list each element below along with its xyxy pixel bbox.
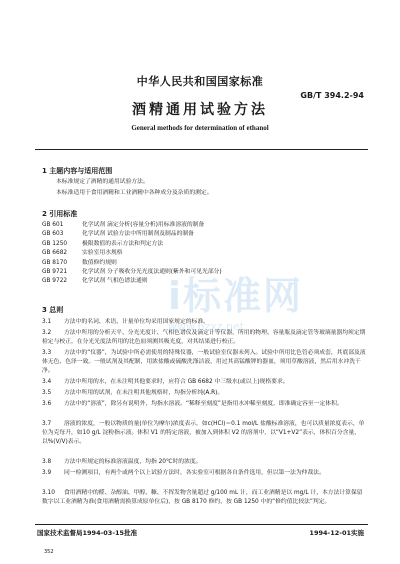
clause-number: 3.6 bbox=[42, 401, 52, 407]
reference-text: 化学试剂 分子吸收分光光度法通则(紫外和可见光部分) bbox=[82, 269, 222, 276]
clause-3-1 bbox=[42, 318, 366, 327]
clause-number: 3.8 bbox=[42, 459, 52, 465]
clause-text: 同一检测项目，有两个或两个以上试验方法时，各实验室可根据各自条件选用，但以第一法为仲裁法。 bbox=[64, 470, 325, 476]
reference-code: GB 8170 bbox=[42, 259, 68, 266]
watermark-text: i标准网 bbox=[168, 274, 304, 318]
clause-text: 方法中所用的分析天平、分光光度计、气相色谱仪及滴定计等仪器，所用的物理、容量瓶及滴定管等玻璃量器均须定期检定与校正，在分光光度法所用的比色皿须测其吸光度，对其结果进行校正。 bbox=[42, 330, 366, 346]
reference-code: GB 601 bbox=[42, 222, 64, 228]
document-title-english: General methods for determination of ethanol bbox=[131, 124, 269, 132]
clause-text: 方法中的“仪器”，为试验中所必需使用的特殊仪器，一般试验室仪器未列入。试验中所用比色管必须成套，其底部及液体无色、色泽一致。一般试剂及其配制，用浓盐酸或硫酸洗涤洁液，用过其高锰酸钾的器皿，须用草酸溶液，然后用水冲洗干净。 bbox=[42, 350, 366, 375]
section-2-heading: 2 引用标准 bbox=[42, 210, 78, 218]
reference-text: 数值修约规则 bbox=[82, 259, 117, 266]
clause-number: 3.1 bbox=[42, 319, 52, 325]
clause-3-8 bbox=[42, 458, 366, 467]
watermark-url: www.bzxz.net bbox=[168, 320, 245, 333]
clause-number: 3.2 bbox=[42, 330, 52, 336]
reference-item bbox=[42, 259, 366, 268]
clause-3-2 bbox=[42, 329, 366, 347]
clause-number: 3.4 bbox=[42, 379, 52, 385]
clause-3-5 bbox=[42, 389, 366, 398]
national-standard-title: 中华人民共和国国家标准 bbox=[136, 75, 264, 88]
section-1-paragraph-2: 本标准适用于食用酒精和工业酒精中各种成分及杂质的测定。 bbox=[56, 190, 213, 196]
reference-item bbox=[42, 268, 366, 277]
standard-code: GB/T 394.2-94 bbox=[300, 91, 364, 100]
clause-text: 方法中的“溶液”，除另有说明外，均指水溶液。“稀释至刻度”是指用水冲稀至刻度，即准确定容至一定体积。 bbox=[64, 401, 343, 407]
reference-item bbox=[42, 221, 366, 230]
footer-divider bbox=[35, 524, 368, 525]
clause-text: 方法中所用的水，在未注明其他要求时，应符合 GB 6682 中三级水(或以上)规格要求。 bbox=[64, 379, 289, 385]
reference-text: 化学试剂 滴定分析(容量分析)用标准溶液的制备 bbox=[82, 222, 205, 228]
reference-code: GB 9722 bbox=[42, 278, 68, 285]
section-3-heading: 3 总则 bbox=[42, 306, 64, 314]
reference-text: 化学试剂 试验方法中所用制剂及制品的制备 bbox=[82, 231, 194, 238]
reference-code: GB 603 bbox=[42, 231, 64, 238]
reference-code: GB 9721 bbox=[42, 269, 68, 276]
clause-number: 3.5 bbox=[42, 390, 52, 396]
clause-text: 方法中所用的试剂，在未注明其他规格时，均指分析纯(A.R)。 bbox=[64, 390, 224, 396]
clause-number: 3.3 bbox=[42, 350, 52, 356]
page-number: 352 bbox=[44, 549, 54, 555]
reference-text: 极限数值的表示方法和判定方法 bbox=[82, 240, 164, 247]
reference-code: GB 1250 bbox=[42, 240, 68, 247]
implementation-date: 1994-12-01实施 bbox=[309, 529, 364, 537]
clause-number: 3.7 bbox=[42, 421, 52, 427]
clause-text: 方法中的名词、术语、计量单位均采用国家规定的标准。 bbox=[64, 319, 209, 325]
document-title: 酒精通用试验方法 bbox=[132, 102, 268, 118]
section-1-heading: 1 主题内容与适用范围 bbox=[42, 167, 113, 175]
section-1-paragraph-1: 本标准规定了酒精的通用试验方法。 bbox=[56, 179, 149, 185]
clause-number: 3.9 bbox=[42, 470, 52, 476]
reference-item bbox=[42, 240, 366, 249]
clause-text: 溶液的浓度，一般以物质的量(单位为摩尔)浓度表示，如c(HCl)＝0.1 mol/L 盐酸标准溶液，也可以质量浓度表示，单位为克每升，如10 g/L 淀粉指示液。体积 V1 的特定溶液，被加入到体积 V2 的溶剂中，以“V1+V2”表示，体积百分含量，以%(V/V)表示。 bbox=[42, 421, 365, 446]
clause-3-6 bbox=[42, 400, 366, 409]
clause-text: 方法中所规定的标准溶液温度，均指 20℃时的浓度。 bbox=[64, 459, 202, 465]
reference-item bbox=[42, 249, 366, 258]
clause-text: 食用酒精中的醛、杂醇油、甲醇、糠、不挥发物含量超过 g/100 mL 计，而工业酒精是以 mg/L 计，本方法计算保留数字以工业酒精为准(食用酒精需换算成原单位后)，按 GB 8170 修约，按 GB 1250 中的“修约值比较法”判定。 bbox=[42, 490, 363, 506]
reference-list bbox=[42, 221, 366, 287]
clause-3-7 bbox=[42, 420, 366, 448]
reference-code: GB 6682 bbox=[42, 250, 68, 257]
reference-text: 实验室用水规格 bbox=[82, 250, 123, 257]
clause-number: 3.10 bbox=[42, 490, 55, 496]
clause-3-10 bbox=[42, 489, 366, 507]
reference-item bbox=[42, 277, 366, 286]
clause-3-9 bbox=[42, 469, 366, 478]
header-divider bbox=[35, 149, 368, 150]
clause-3-4 bbox=[42, 378, 366, 387]
reference-text: 化学试剂 气相色谱法通则 bbox=[82, 278, 148, 285]
approval-date: 国家技术监督局1994-03-15批准 bbox=[37, 529, 138, 537]
clause-3-3 bbox=[42, 349, 366, 377]
reference-item bbox=[42, 230, 366, 239]
